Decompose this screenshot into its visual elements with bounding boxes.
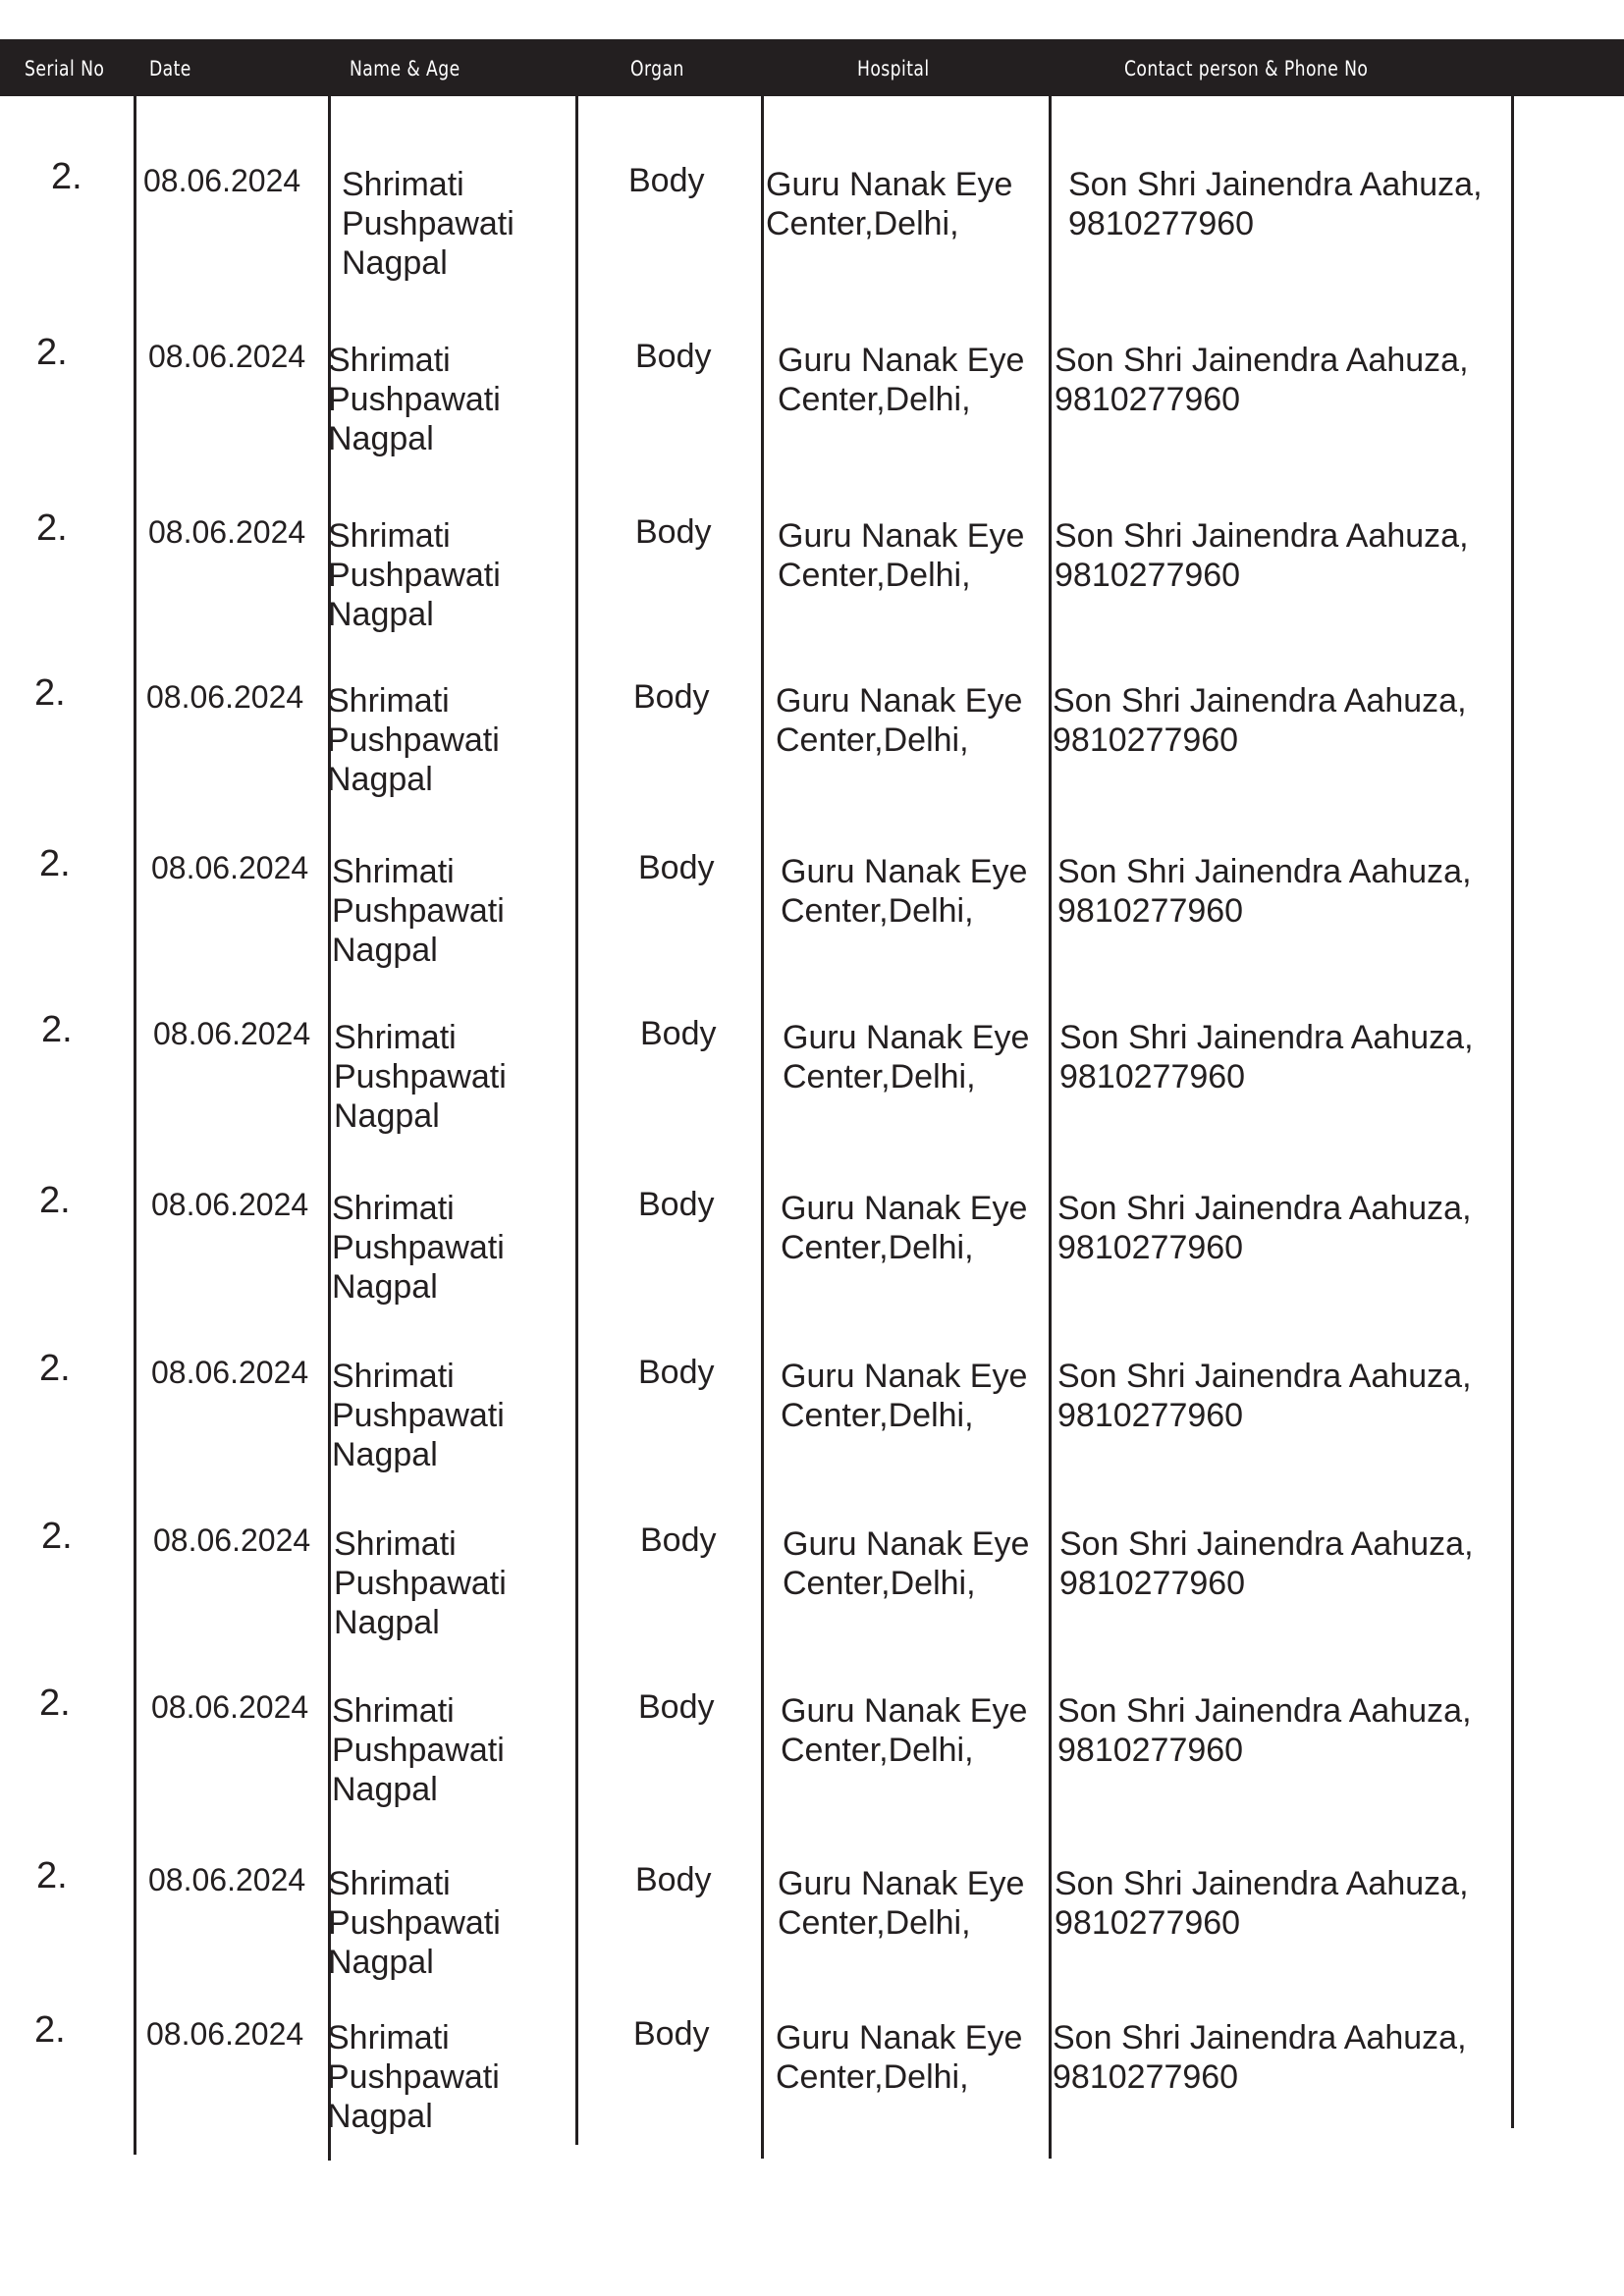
hospital-cell-line: Center,Delhi, — [778, 557, 971, 594]
name-cell-line: Pushpawati — [334, 1058, 507, 1095]
date-cell: 08.06.2024 — [151, 1689, 309, 1725]
name-cell-line: Shrimati — [342, 166, 464, 203]
hospital-cell-line: Guru Nanak Eye — [776, 682, 1023, 720]
serial-cell: 2. — [41, 1516, 73, 1557]
table-header-bar — [0, 39, 1624, 96]
serial-cell: 2. — [36, 1855, 68, 1896]
column-divider — [1511, 96, 1514, 2128]
contact-cell-line: 9810277960 — [1059, 1565, 1246, 1602]
date-cell: 08.06.2024 — [143, 163, 301, 198]
name-cell-line: Shrimati — [334, 1525, 457, 1563]
name-cell-line: Nagpal — [342, 244, 448, 282]
contact-cell-line: Son Shri Jainendra Aahuza, — [1059, 1525, 1474, 1563]
name-cell-line: Nagpal — [328, 420, 434, 457]
organ-cell: Body — [635, 338, 712, 375]
name-cell-line: Pushpawati — [332, 892, 505, 930]
name-cell-line: Nagpal — [328, 1944, 434, 1981]
name-cell-line: Shrimati — [328, 1865, 451, 1902]
header-contact: Contact person & Phone No — [1124, 57, 1369, 80]
header-name-age: Name & Age — [350, 57, 460, 80]
contact-cell-line: 9810277960 — [1057, 1229, 1244, 1266]
hospital-cell-line: Center,Delhi, — [776, 721, 969, 759]
name-cell-line: Pushpawati — [327, 721, 500, 759]
hospital-cell-line: Center,Delhi, — [776, 2058, 969, 2096]
contact-cell-line: 9810277960 — [1053, 721, 1239, 759]
column-divider — [575, 96, 578, 2145]
contact-cell-line: 9810277960 — [1057, 892, 1244, 930]
serial-cell: 2. — [34, 672, 66, 714]
date-cell: 08.06.2024 — [148, 1862, 306, 1897]
name-cell-line: Shrimati — [334, 1019, 457, 1056]
hospital-cell-line: Center,Delhi, — [781, 892, 974, 930]
organ-cell: Body — [635, 513, 712, 551]
serial-cell: 2. — [36, 332, 68, 373]
column-divider — [761, 96, 764, 2159]
contact-cell-line: 9810277960 — [1055, 557, 1241, 594]
contact-cell-line: Son Shri Jainendra Aahuza, — [1053, 2019, 1467, 2056]
name-cell-line: Shrimati — [332, 1358, 455, 1395]
header-date: Date — [149, 57, 191, 80]
serial-cell: 2. — [39, 843, 71, 884]
organ-cell: Body — [640, 1015, 717, 1052]
hospital-cell-line: Guru Nanak Eye — [781, 853, 1028, 890]
serial-cell: 2. — [36, 507, 68, 549]
contact-cell-line: 9810277960 — [1057, 1732, 1244, 1769]
hospital-cell-line: Center,Delhi, — [783, 1058, 976, 1095]
hospital-cell-line: Center,Delhi, — [781, 1397, 974, 1434]
hospital-cell-line: Center,Delhi, — [781, 1229, 974, 1266]
date-cell: 08.06.2024 — [146, 679, 304, 715]
name-cell-line: Pushpawati — [342, 205, 514, 242]
serial-cell: 2. — [41, 1009, 73, 1050]
organ-cell: Body — [640, 1522, 717, 1559]
name-cell-line: Nagpal — [327, 2098, 433, 2135]
date-cell: 08.06.2024 — [151, 1187, 309, 1222]
name-cell-line: Pushpawati — [332, 1397, 505, 1434]
contact-cell-line: 9810277960 — [1055, 1904, 1241, 1942]
name-cell-line: Nagpal — [332, 1771, 438, 1808]
name-cell-line: Nagpal — [332, 1436, 438, 1473]
contact-cell-line: Son Shri Jainendra Aahuza, — [1055, 1865, 1469, 1902]
contact-cell-line: 9810277960 — [1068, 205, 1255, 242]
name-cell-line: Pushpawati — [332, 1732, 505, 1769]
hospital-cell-line: Center,Delhi, — [778, 1904, 971, 1942]
serial-cell: 2. — [51, 156, 82, 197]
date-cell: 08.06.2024 — [153, 1522, 311, 1558]
contact-cell-line: Son Shri Jainendra Aahuza, — [1057, 1190, 1472, 1227]
hospital-cell-line: Guru Nanak Eye — [778, 1865, 1025, 1902]
hospital-cell-line: Center,Delhi, — [766, 205, 959, 242]
organ-cell: Body — [638, 849, 715, 886]
contact-cell-line: Son Shri Jainendra Aahuza, — [1057, 1692, 1472, 1730]
hospital-cell-line: Guru Nanak Eye — [778, 342, 1025, 379]
hospital-cell-line: Guru Nanak Eye — [781, 1190, 1028, 1227]
contact-cell-line: Son Shri Jainendra Aahuza, — [1055, 342, 1469, 379]
contact-cell-line: Son Shri Jainendra Aahuza, — [1055, 517, 1469, 555]
contact-cell-line: 9810277960 — [1057, 1397, 1244, 1434]
name-cell-line: Nagpal — [328, 596, 434, 633]
hospital-cell-line: Center,Delhi, — [778, 381, 971, 418]
name-cell-line: Nagpal — [332, 932, 438, 969]
date-cell: 08.06.2024 — [151, 850, 309, 885]
name-cell-line: Pushpawati — [328, 1904, 501, 1942]
name-cell-line: Pushpawati — [328, 557, 501, 594]
name-cell-line: Pushpawati — [327, 2058, 500, 2096]
header-serial-no: Serial No — [25, 57, 105, 80]
date-cell: 08.06.2024 — [148, 514, 306, 550]
name-cell-line: Nagpal — [334, 1097, 440, 1135]
contact-cell-line: 9810277960 — [1055, 381, 1241, 418]
contact-cell-line: 9810277960 — [1059, 1058, 1246, 1095]
name-cell-line: Nagpal — [327, 761, 433, 798]
name-cell-line: Shrimati — [332, 853, 455, 890]
hospital-cell-line: Guru Nanak Eye — [778, 517, 1025, 555]
header-hospital: Hospital — [857, 57, 930, 80]
organ-cell: Body — [633, 678, 710, 716]
column-divider — [134, 96, 136, 2155]
hospital-cell-line: Center,Delhi, — [781, 1732, 974, 1769]
column-divider — [1049, 96, 1052, 2159]
contact-cell-line: Son Shri Jainendra Aahuza, — [1057, 853, 1472, 890]
date-cell: 08.06.2024 — [151, 1355, 309, 1390]
hospital-cell-line: Center,Delhi, — [783, 1565, 976, 1602]
name-cell-line: Pushpawati — [334, 1565, 507, 1602]
name-cell-line: Shrimati — [328, 517, 451, 555]
name-cell-line: Shrimati — [327, 682, 450, 720]
name-cell-line: Nagpal — [334, 1604, 440, 1641]
contact-cell-line: Son Shri Jainendra Aahuza, — [1057, 1358, 1472, 1395]
name-cell-line: Shrimati — [332, 1190, 455, 1227]
organ-cell: Body — [635, 1861, 712, 1898]
organ-cell: Body — [638, 1688, 715, 1726]
serial-cell: 2. — [39, 1348, 71, 1389]
organ-cell: Body — [628, 162, 705, 199]
date-cell: 08.06.2024 — [146, 2016, 304, 2052]
organ-cell: Body — [633, 2015, 710, 2053]
date-cell: 08.06.2024 — [153, 1016, 311, 1051]
contact-cell-line: Son Shri Jainendra Aahuza, — [1059, 1019, 1474, 1056]
hospital-cell-line: Guru Nanak Eye — [776, 2019, 1023, 2056]
hospital-cell-line: Guru Nanak Eye — [766, 166, 1013, 203]
organ-cell: Body — [638, 1186, 715, 1223]
serial-cell: 2. — [39, 1180, 71, 1221]
name-cell-line: Pushpawati — [328, 381, 501, 418]
hospital-cell-line: Guru Nanak Eye — [781, 1692, 1028, 1730]
name-cell-line: Shrimati — [327, 2019, 450, 2056]
hospital-cell-line: Guru Nanak Eye — [783, 1525, 1030, 1563]
name-cell-line: Shrimati — [332, 1692, 455, 1730]
organ-cell: Body — [638, 1354, 715, 1391]
serial-cell: 2. — [34, 2009, 66, 2051]
name-cell-line: Shrimati — [328, 342, 451, 379]
date-cell: 08.06.2024 — [148, 339, 306, 374]
serial-cell: 2. — [39, 1682, 71, 1724]
name-cell-line: Nagpal — [332, 1268, 438, 1306]
contact-cell-line: 9810277960 — [1053, 2058, 1239, 2096]
contact-cell-line: Son Shri Jainendra Aahuza, — [1068, 166, 1483, 203]
hospital-cell-line: Guru Nanak Eye — [781, 1358, 1028, 1395]
hospital-cell-line: Guru Nanak Eye — [783, 1019, 1030, 1056]
header-organ: Organ — [630, 57, 684, 80]
name-cell-line: Pushpawati — [332, 1229, 505, 1266]
contact-cell-line: Son Shri Jainendra Aahuza, — [1053, 682, 1467, 720]
